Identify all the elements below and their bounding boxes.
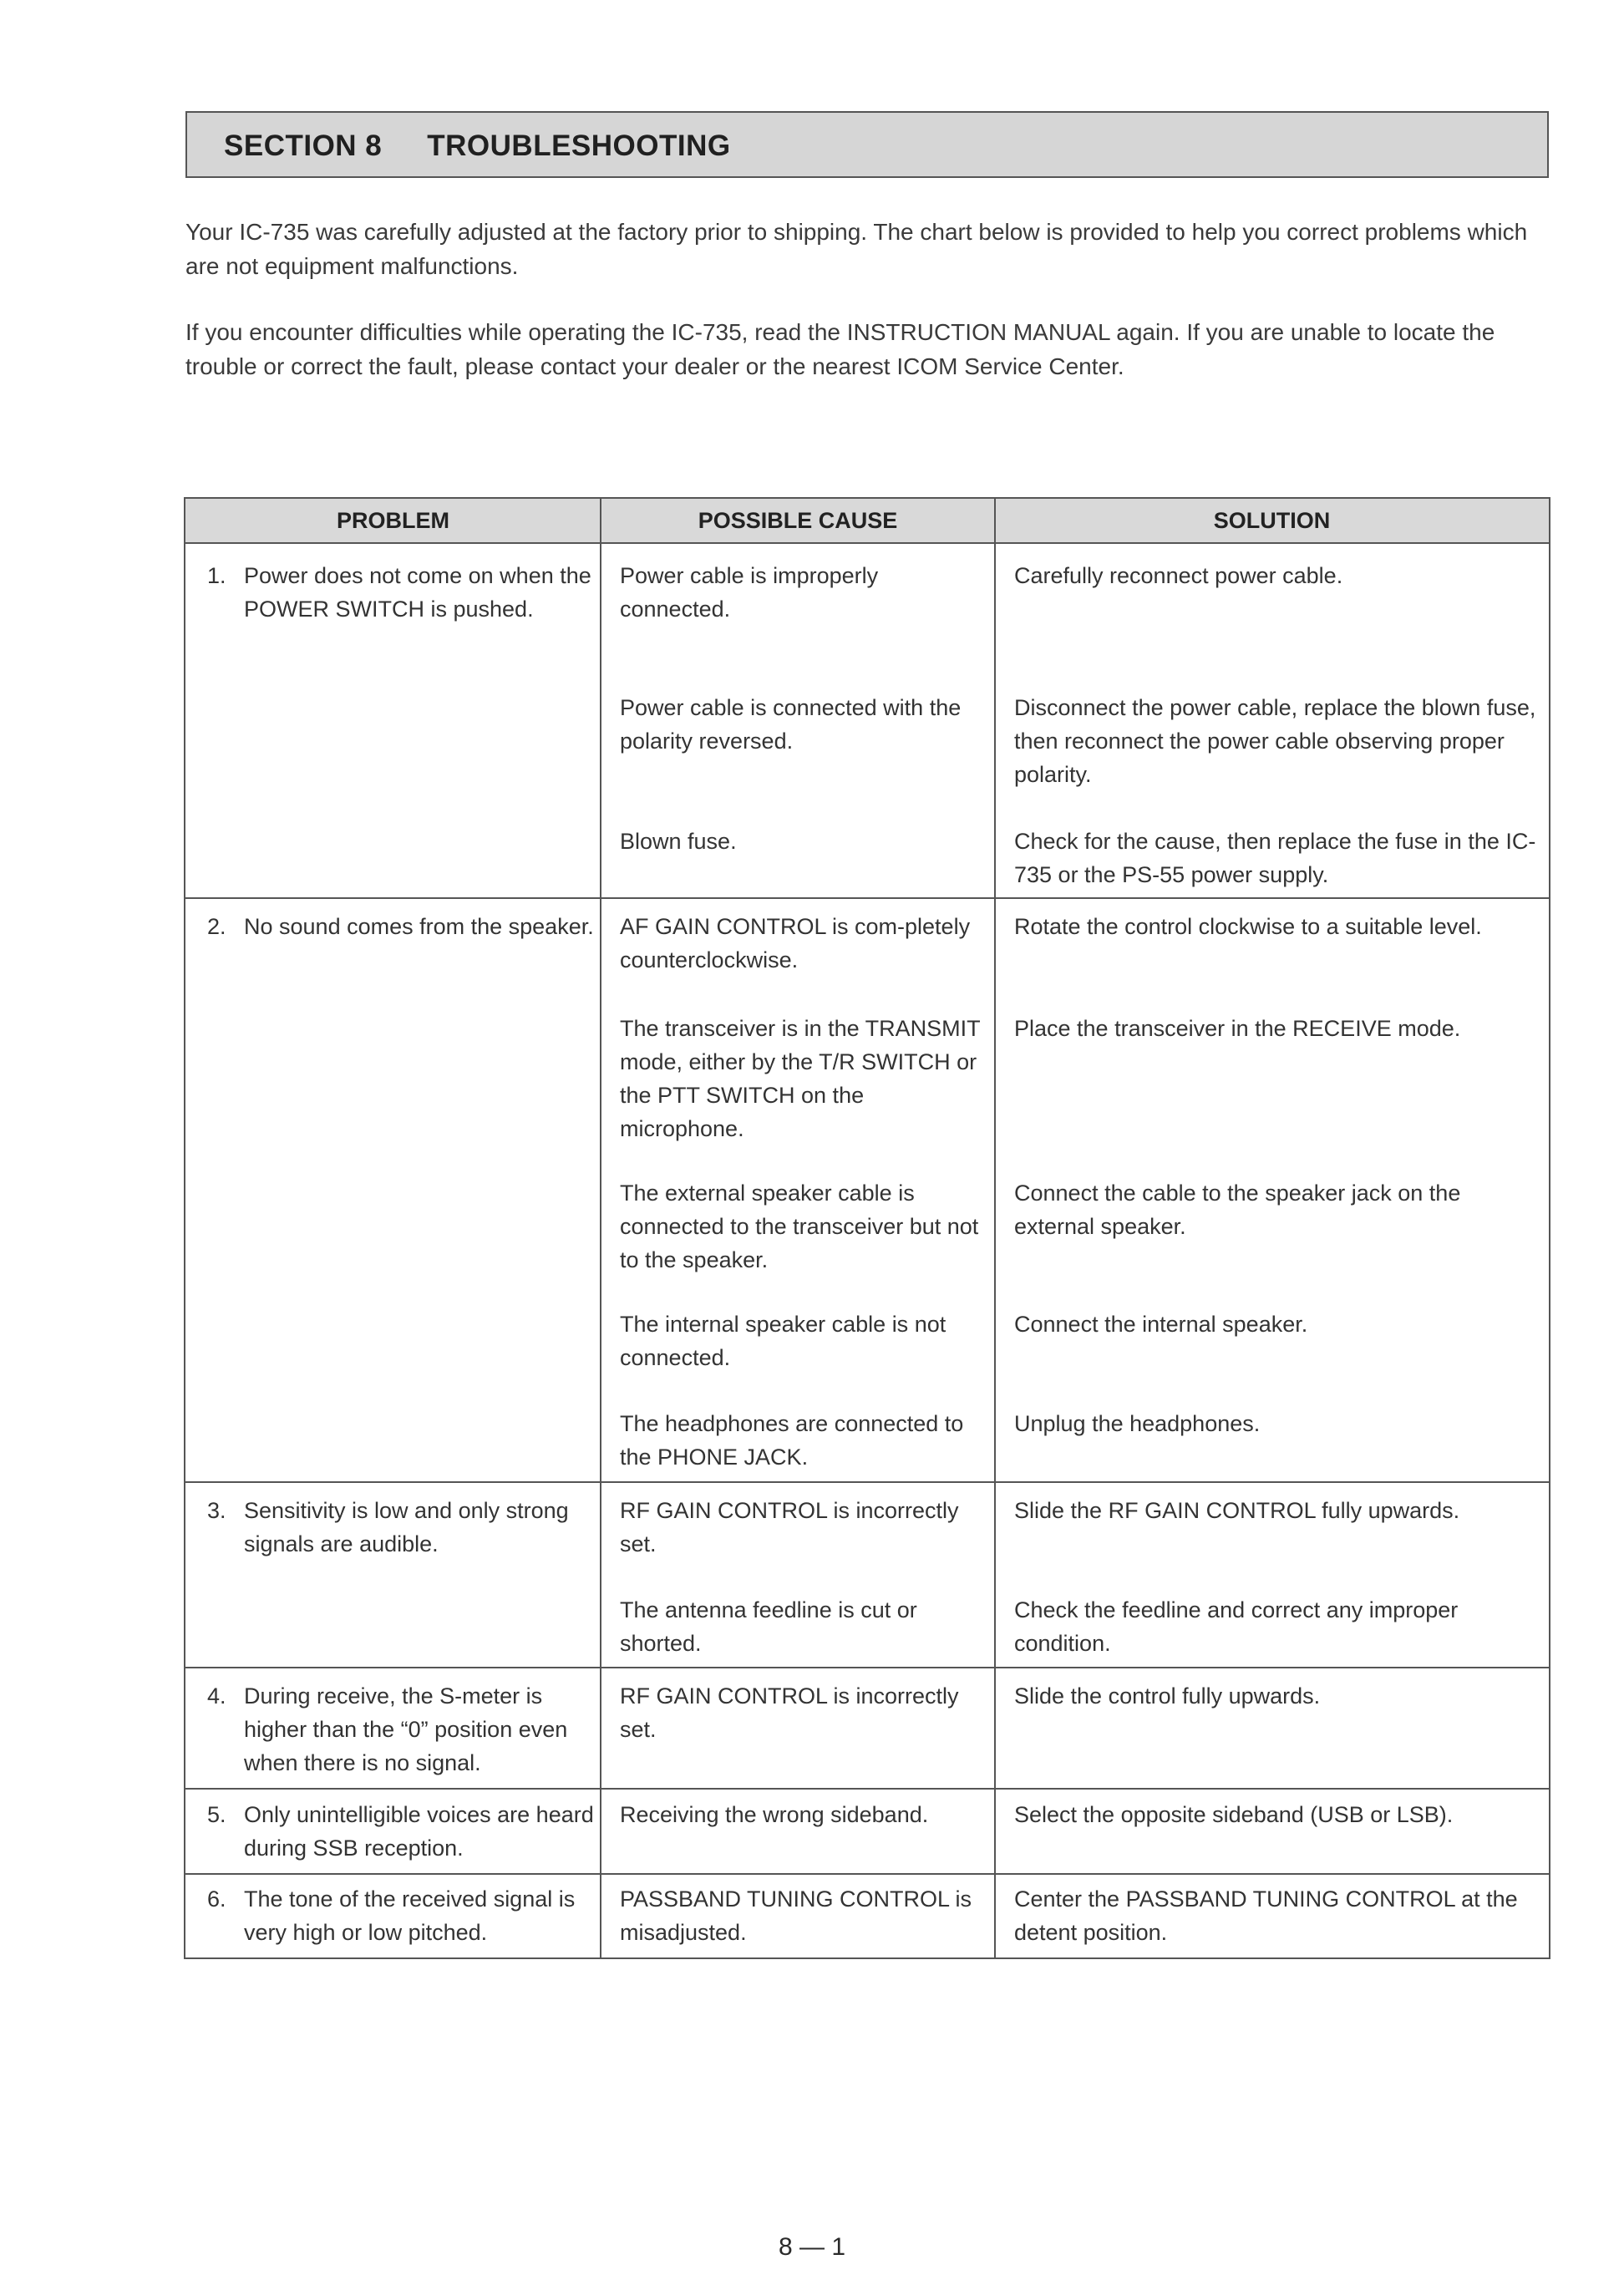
cause-cell: The antenna feedline is cut or shorted. — [620, 1597, 917, 1656]
solution-cell: Select the opposite sideband (USB or LSB). — [1014, 1802, 1454, 1827]
solution-cell: Check the feedline and correct any improper condition. — [1014, 1597, 1459, 1656]
problem-number: 1. — [207, 563, 226, 588]
solution-cell: Slide the RF GAIN CONTROL fully upwards. — [1014, 1498, 1460, 1523]
column-divider — [600, 499, 601, 1957]
problem-text: During receive, the S-meter is higher than the “0” position even when there is no signal. — [244, 1683, 568, 1775]
row-divider — [185, 1481, 1549, 1483]
troubleshooting-table — [184, 497, 1550, 1959]
solution-cell: Slide the control fully upwards. — [1014, 1683, 1321, 1709]
problem-text: The tone of the received signal is very high or low pitched. — [244, 1886, 576, 1945]
solution-cell: Connect the cable to the speaker jack on the external speaker. — [1014, 1181, 1461, 1239]
section-number: SECTION 8 — [224, 129, 383, 162]
problem-number: 3. — [207, 1498, 226, 1523]
cause-cell: PASSBAND TUNING CONTROL is misadjusted. — [620, 1886, 972, 1945]
intro-paragraph-2: If you encounter difficulties while operating the IC-735, read the INSTRUCTION MANUAL again. If you are unable to locate the trouble or correct the fault, please contact your dealer or the nearest ICOM Service Center. — [185, 319, 1495, 379]
problem-number: 6. — [207, 1886, 226, 1912]
solution-cell: Place the transceiver in the RECEIVE mode. — [1014, 1016, 1461, 1041]
cause-cell: The transceiver is in the TRANSMIT mode, either by the T/R SWITCH or the PTT SWITCH on the microphone. — [620, 1016, 981, 1141]
intro-paragraph-1: Your IC-735 was carefully adjusted at the factory prior to shipping. The chart below is provided to help you correct problems which are not equipment malfunctions. — [185, 219, 1528, 279]
problem-number: 2. — [207, 914, 226, 939]
cause-cell: The headphones are connected to the PHONE JACK. — [620, 1411, 964, 1470]
cause-cell: RF GAIN CONTROL is incorrectly set. — [620, 1683, 959, 1742]
problem-text: Only unintelligible voices are heard during SSB reception. — [244, 1802, 594, 1861]
section-title — [224, 129, 731, 163]
problem-number: 5. — [207, 1802, 226, 1827]
cause-cell: The external speaker cable is connected to the transceiver but not to the speaker. — [620, 1181, 979, 1272]
header-solution: SOLUTION — [1213, 508, 1331, 533]
solution-cell: Disconnect the power cable, replace the blown fuse, then reconnect the power cable observing proper polarity. — [1014, 695, 1536, 787]
cause-cell: Power cable is connected with the polarity reversed. — [620, 695, 962, 754]
cause-cell: AF GAIN CONTROL is com-pletely counterclockwise. — [620, 914, 971, 972]
row-divider — [185, 1667, 1549, 1668]
column-divider — [994, 499, 996, 1957]
section-header — [185, 111, 1549, 178]
cause-cell: RF GAIN CONTROL is incorrectly set. — [620, 1498, 959, 1556]
problem-text: Sensitivity is low and only strong signals are audible. — [244, 1498, 569, 1556]
row-divider — [185, 1873, 1549, 1875]
section-name: TROUBLESHOOTING — [427, 129, 731, 162]
cause-cell: Blown fuse. — [620, 829, 737, 854]
problem-number: 4. — [207, 1683, 226, 1709]
cause-cell: Power cable is improperly connected. — [620, 563, 879, 622]
page-number: 8 — 1 — [778, 2233, 846, 2261]
solution-cell: Unplug the headphones. — [1014, 1411, 1261, 1436]
row-divider — [185, 1788, 1549, 1790]
table-header — [185, 499, 1549, 544]
solution-cell: Check for the cause, then replace the fuse in the IC-735 or the PS-55 power supply. — [1014, 829, 1536, 887]
cause-cell: Receiving the wrong sideband. — [620, 1802, 929, 1827]
solution-cell: Center the PASSBAND TUNING CONTROL at the detent position. — [1014, 1886, 1518, 1945]
cause-cell: The internal speaker cable is not connected. — [620, 1312, 946, 1370]
solution-cell: Connect the internal speaker. — [1014, 1312, 1308, 1337]
solution-cell: Carefully reconnect power cable. — [1014, 563, 1343, 588]
header-problem: PROBLEM — [337, 508, 449, 533]
problem-text: No sound comes from the speaker. — [244, 914, 594, 939]
row-divider — [185, 897, 1549, 899]
solution-cell: Rotate the control clockwise to a suitable level. — [1014, 914, 1482, 939]
problem-text: Power does not come on when the POWER SWITCH is pushed. — [244, 563, 591, 622]
header-possible-cause: POSSIBLE CAUSE — [698, 508, 898, 533]
